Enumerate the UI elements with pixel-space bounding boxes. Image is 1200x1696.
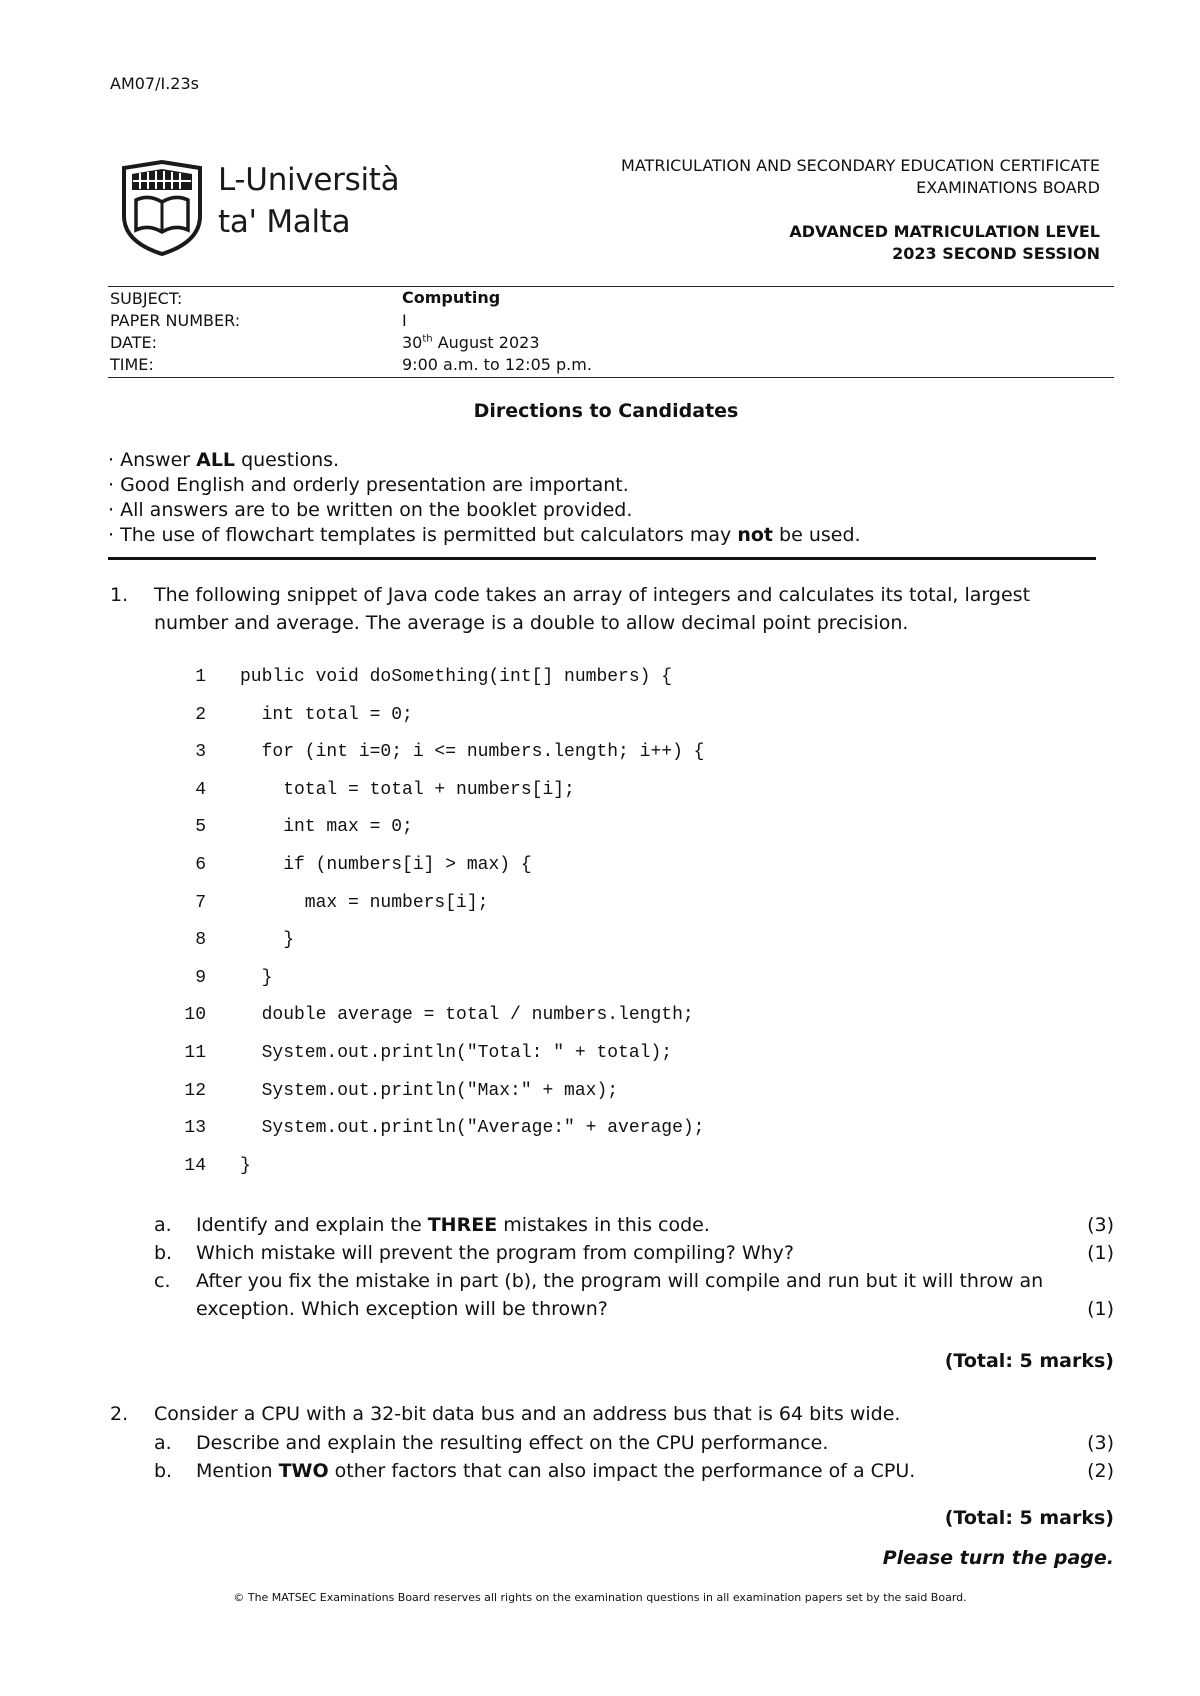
- code-line-number: 9: [195, 967, 206, 988]
- direction-item: · The use of flowchart templates is permitted but calculators may not be used.: [108, 524, 861, 546]
- marks: (1): [1087, 1298, 1114, 1320]
- subject-label: SUBJECT:: [110, 289, 183, 308]
- code-line-text: }: [240, 1155, 251, 1176]
- code-line-text: int total = 0;: [240, 704, 413, 725]
- code-line-number: 2: [195, 704, 206, 725]
- time-label: TIME:: [110, 355, 154, 374]
- code-line-number: 3: [195, 742, 206, 763]
- code-line-text: System.out.println("Total: " + total);: [240, 1043, 673, 1063]
- question-text: number and average. The average is a double to allow decimal point precision.: [154, 612, 909, 634]
- question-total: (Total: 5 marks): [944, 1507, 1114, 1529]
- paper-number-value: I: [402, 311, 407, 330]
- subject-value: Computing: [402, 288, 501, 307]
- question-total: (Total: 5 marks): [944, 1350, 1114, 1372]
- question-number: 1.: [110, 584, 129, 606]
- question-text: The following snippet of Java code takes an array of integers and calculates its total, largest: [154, 584, 1031, 606]
- date-value: 30th August 2023: [402, 333, 540, 352]
- code-line-number: 5: [195, 817, 206, 838]
- paper-number-label: PAPER NUMBER:: [110, 311, 241, 330]
- direction-item: · Good English and orderly presentation are important.: [108, 474, 629, 496]
- date-label: DATE:: [110, 333, 158, 352]
- code-line-text: total = total + numbers[i];: [240, 779, 575, 800]
- board-name-line1: MATRICULATION AND SECONDARY EDUCATION CERTIFICATE: [621, 156, 1100, 175]
- code-line-text: int max = 0;: [240, 817, 413, 838]
- document-reference-code: AM07/I.23s: [110, 74, 199, 93]
- code-line-number: 14: [184, 1155, 206, 1176]
- direction-item: · All answers are to be written on the booklet provided.: [108, 499, 633, 521]
- logo-wordmark-line1: L-Università: [218, 162, 400, 198]
- question-number: 2.: [110, 1403, 129, 1425]
- code-line-number: 12: [184, 1080, 206, 1101]
- marks: (2): [1087, 1460, 1114, 1482]
- marks: (3): [1087, 1432, 1114, 1454]
- direction-item: · Answer ALL questions.: [108, 449, 340, 471]
- code-line-text: }: [240, 930, 295, 951]
- code-line-number: 10: [184, 1005, 206, 1026]
- code-line-text: if (numbers[i] > max) {: [240, 855, 532, 875]
- code-line-text: double average = total / numbers.length;: [240, 1005, 694, 1026]
- directions-divider: [108, 557, 1096, 560]
- code-line-text: System.out.println("Average:" + average);: [240, 1118, 705, 1139]
- logo-wordmark-line2: ta' Malta: [218, 204, 351, 240]
- university-crest-icon: [118, 160, 206, 256]
- code-line-number: 11: [184, 1043, 206, 1063]
- code-line-number: 7: [195, 892, 206, 913]
- details-bottom-rule: [108, 377, 1114, 378]
- code-line-number: 1: [195, 667, 206, 687]
- exam-level: ADVANCED MATRICULATION LEVEL: [789, 222, 1100, 241]
- code-line-number: 8: [195, 930, 206, 951]
- marks: (3): [1087, 1214, 1114, 1236]
- directions-title: Directions to Candidates: [473, 400, 739, 422]
- code-line-number: 4: [195, 779, 206, 800]
- code-line-text: for (int i=0; i <= numbers.length; i++) {: [240, 742, 705, 763]
- details-top-rule: [108, 286, 1114, 287]
- code-line-text: max = numbers[i];: [240, 892, 489, 913]
- exam-session: 2023 SECOND SESSION: [892, 244, 1100, 263]
- copyright-footer: © The MATSEC Examinations Board reserves all rights on the examination questions in all examination papers set by the said Board.: [233, 1591, 967, 1604]
- question-text: Consider a CPU with a 32-bit data bus and an address bus that is 64 bits wide.: [154, 1403, 901, 1425]
- marks: (1): [1087, 1242, 1114, 1264]
- code-line-text: System.out.println("Max:" + max);: [240, 1080, 619, 1101]
- turn-page-note: Please turn the page.: [882, 1547, 1114, 1569]
- time-value: 9:00 a.m. to 12:05 p.m.: [402, 355, 592, 374]
- board-name-line2: EXAMINATIONS BOARD: [916, 178, 1100, 197]
- code-line-text: public void doSomething(int[] numbers) {: [240, 667, 673, 687]
- code-line-text: }: [240, 967, 273, 988]
- code-line-number: 13: [184, 1118, 206, 1139]
- code-line-number: 6: [195, 855, 206, 875]
